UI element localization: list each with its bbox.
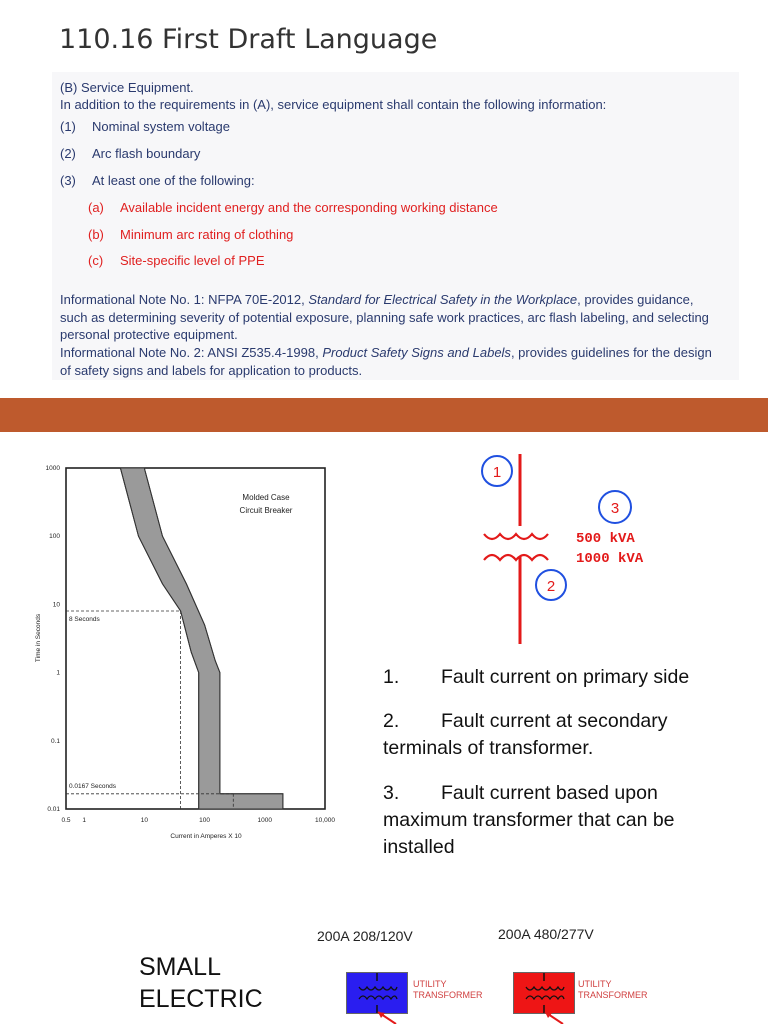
note-1-suffix: , provides guidance, such as determining severity of potential exposure, planning safe work practices, arc flash labeling, and selecting personal protective equipment. bbox=[60, 292, 709, 342]
note-2-suffix: , provides guidelines for the design of safety signs and labels for application to products. bbox=[60, 345, 712, 378]
service-rating-left: 200A 208/120V bbox=[317, 928, 413, 944]
marker-1-label: 1 bbox=[492, 464, 502, 481]
x-tick-labels-group bbox=[61, 817, 335, 824]
section-intro: In addition to the requirements in (A), service equipment shall contain the following information: bbox=[60, 97, 607, 112]
sub-list-item-text: Minimum arc rating of clothing bbox=[120, 227, 294, 242]
y-tick-label: 100 bbox=[49, 533, 60, 541]
list-item-text: At least one of the following: bbox=[92, 173, 255, 188]
list-item-text: Arc flash boundary bbox=[92, 146, 201, 161]
utility-label-line-2: TRANSFORMER bbox=[578, 990, 648, 1000]
fault-list-number: 2. bbox=[383, 710, 400, 732]
section-title-line-2: ELECTRIC bbox=[139, 985, 263, 1013]
fault-list-item-1 bbox=[383, 664, 743, 691]
list-item-number: (2) bbox=[60, 146, 76, 161]
sub-list-item-number: (c) bbox=[88, 253, 104, 268]
arrow-icon bbox=[541, 1010, 581, 1024]
rating-500kva: 500 kVA bbox=[576, 531, 635, 547]
section-title-line-1: SMALL bbox=[139, 953, 221, 981]
sub-list-item bbox=[88, 252, 265, 269]
y-axis-label: Time in Seconds bbox=[35, 613, 42, 663]
note-2-title: Product Safety Signs and Labels bbox=[322, 345, 511, 360]
x-tick-label: 0.5 bbox=[61, 817, 71, 824]
slide-title: 110.16 First Draft Language bbox=[59, 24, 438, 55]
accent-divider-bar bbox=[0, 398, 768, 432]
marker-3-label: 3 bbox=[610, 500, 620, 517]
section-title bbox=[139, 951, 263, 1015]
utility-transformer-icon-right bbox=[513, 972, 575, 1014]
transformer-coil-icon bbox=[347, 973, 407, 1013]
secondary-winding bbox=[484, 555, 548, 560]
list-item-number: (1) bbox=[60, 119, 76, 134]
sub-list-item-number: (b) bbox=[88, 227, 104, 242]
primary-winding bbox=[484, 534, 548, 539]
sub-list-item bbox=[88, 199, 498, 216]
x-tick-label: 1000 bbox=[257, 817, 273, 824]
list-item bbox=[60, 118, 230, 135]
y-tick-label: 1 bbox=[56, 669, 60, 677]
informational-note-1 bbox=[60, 291, 715, 344]
transformer-coil-icon bbox=[514, 973, 574, 1013]
chart-title-line-1: Molded Case bbox=[242, 493, 290, 502]
y-tick-label: 1000 bbox=[45, 465, 60, 472]
fault-list-item-3 bbox=[383, 780, 723, 861]
section-heading: (B) Service Equipment. bbox=[60, 80, 194, 95]
list-item-number: (3) bbox=[60, 173, 76, 188]
note-1-prefix: Informational Note No. 1: NFPA 70E-2012, bbox=[60, 292, 309, 307]
sub-list-item-text: Available incident energy and the corresponding working distance bbox=[120, 200, 498, 215]
sub-list-item-number: (a) bbox=[88, 200, 104, 215]
time-current-curve-chart bbox=[28, 458, 348, 848]
utility-label-line-1: UTILITY bbox=[413, 979, 447, 989]
fault-list-text: Fault current at secondary terminals of transformer. bbox=[383, 710, 668, 759]
utility-label-line-1: UTILITY bbox=[578, 979, 612, 989]
annotation-label: 8 Seconds bbox=[69, 616, 100, 624]
y-tick-label: 0.1 bbox=[50, 737, 60, 745]
annotation-label: 0.0167 Seconds bbox=[69, 782, 116, 790]
utility-transformer-label-left bbox=[413, 979, 483, 1001]
service-rating-right: 200A 480/277V bbox=[498, 926, 594, 942]
x-tick-label: 10 bbox=[140, 817, 148, 824]
note-2-prefix: Informational Note No. 2: ANSI Z535.4-1998, bbox=[60, 345, 323, 360]
y-tick-label: 10 bbox=[52, 601, 60, 609]
list-item-text: Nominal system voltage bbox=[92, 119, 230, 134]
list-item bbox=[60, 172, 255, 189]
utility-transformer-label-right bbox=[578, 979, 648, 1001]
x-tick-label: 1 bbox=[82, 817, 86, 824]
chart-title-line-2: Circuit Breaker bbox=[239, 506, 293, 515]
note-1-title: Standard for Electrical Safety in the Workplace bbox=[308, 292, 578, 307]
y-tick-labels-group bbox=[46, 465, 61, 813]
fault-list-item-2 bbox=[383, 708, 743, 762]
x-axis-label: Current in Amperes X 10 bbox=[170, 833, 242, 840]
y-tick-label: 0.01 bbox=[47, 806, 60, 813]
marker-2-label: 2 bbox=[546, 578, 556, 595]
list-item bbox=[60, 145, 200, 162]
fault-list-text: Fault current on primary side bbox=[441, 666, 690, 688]
rating-1000kva: 1000 kVA bbox=[576, 551, 644, 567]
utility-transformer-icon-left bbox=[346, 972, 408, 1014]
fault-list-text: Fault current based upon maximum transformer that can be installed bbox=[383, 782, 675, 858]
utility-label-line-2: TRANSFORMER bbox=[413, 990, 483, 1000]
informational-note-2 bbox=[60, 344, 715, 379]
transformer-diagram bbox=[470, 448, 710, 658]
fault-list-number: 1. bbox=[383, 666, 400, 688]
x-tick-label: 10,000 bbox=[315, 817, 335, 824]
fault-list-number: 3. bbox=[383, 782, 400, 804]
arrow-icon bbox=[374, 1010, 414, 1024]
sub-list-item bbox=[88, 226, 293, 243]
x-tick-label: 100 bbox=[199, 817, 210, 824]
sub-list-item-text: Site-specific level of PPE bbox=[120, 253, 265, 268]
